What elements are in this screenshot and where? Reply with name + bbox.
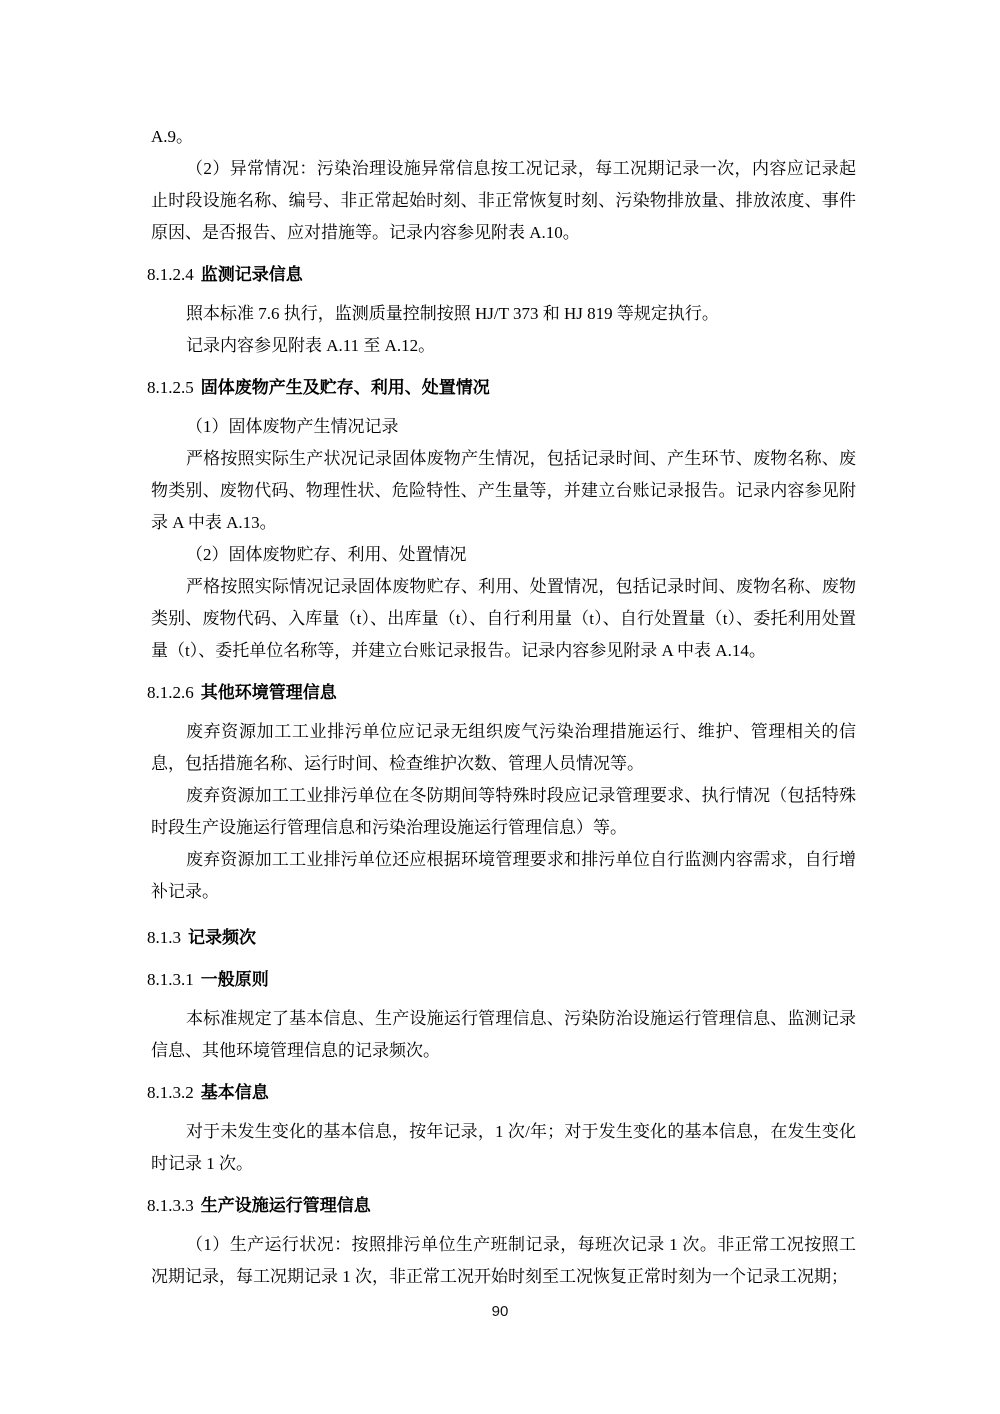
paragraph-abnormal-condition: （2）异常情况：污染治理设施异常信息按工况记录，每工况期记录一次，内容应记录起止时段设施名称、编号、非正常起始时刻、非正常恢复时刻、污染物排放量、排放浓度、事件原因、是否报告、应对措施等。记录内容参见附表 A.10。 [151,159,856,242]
paragraph-other-env-info-1: 废弃资源加工工业排污单位应记录无组织废气污染治理措施运行、维护、管理相关的信息，包括措施名称、运行时间、检查维护次数、管理人员情况等。 [151,722,856,773]
paragraph-solid-waste-production: 严格按照实际生产状况记录固体废物产生情况，包括记录时间、产生环节、废物名称、废物类别、废物代码、物理性状、危险特性、产生量等，并建立台账记录报告。记录内容参见附录 A 中表 A.13。 [151,449,856,532]
heading-title: 一般原则 [200,970,269,989]
heading-number: 8.1.3 [147,928,181,947]
paragraph-general-principle: 本标准规定了基本信息、生产设施运行管理信息、污染防治设施运行管理信息、监测记录信息、其他环境管理信息的记录频次。 [151,1009,856,1060]
paragraph-solid-waste-item2: （2）固体废物贮存、利用、处置情况 [186,545,467,564]
heading-title: 基本信息 [200,1083,269,1102]
heading-number: 8.1.2.4 [147,265,194,284]
heading-number: 8.1.2.6 [147,683,194,702]
paragraph-basic-info-frequency: 对于未发生变化的基本信息，按年记录，1 次/年；对于发生变化的基本信息，在发生变化时记录 1 次。 [151,1122,856,1173]
paragraph-other-env-info-2: 废弃资源加工工业排污单位在冬防期间等特殊时段应记录管理要求、执行情况（包括特殊时段生产设施运行管理信息和污染治理设施运行管理信息）等。 [151,786,856,837]
heading-title: 监测记录信息 [200,265,303,284]
heading-title: 固体废物产生及贮存、利用、处置情况 [200,378,490,397]
document-content [147,121,856,1293]
heading-title: 生产设施运行管理信息 [200,1196,371,1215]
heading-8-1-3-2 [147,1076,856,1109]
heading-8-1-3-3 [147,1189,856,1222]
heading-number: 8.1.3.2 [147,1083,194,1102]
paragraph-other-env-info-3: 废弃资源加工工业排污单位还应根据环境管理要求和排污单位自行监测内容需求，自行增补记录。 [151,850,856,901]
paragraph-solid-waste-storage: 严格按照实际情况记录固体废物贮存、利用、处置情况，包括记录时间、废物名称、废物类别、废物代码、入库量（t）、出库量（t）、自行利用量（t）、自行处置量（t）、委托利用处置量（t）、委托单位名称等，并建立台账记录报告。记录内容参见附录 A 中表 A.14。 [151,577,856,660]
page-number: 90 [491,1303,509,1320]
heading-8-1-3 [147,921,856,954]
paragraph-a9: A.9。 [151,127,194,146]
heading-number: 8.1.2.5 [147,378,194,397]
heading-8-1-2-4 [147,258,856,291]
heading-8-1-2-5 [147,371,856,404]
paragraph-monitoring-standard: 照本标准 7.6 执行，监测质量控制按照 HJ/T 373 和 HJ 819 等规定执行。 [186,304,719,323]
heading-8-1-2-6 [147,676,856,709]
heading-8-1-3-1 [147,963,856,996]
paragraph-production-operation-status: （1）生产运行状况：按照排污单位生产班制记录，每班次记录 1 次。非正常工况按照工况期记录，每工况期记录 1 次，非正常工况开始时刻至工况恢复正常时刻为一个记录工况期； [151,1235,856,1286]
heading-number: 8.1.3.1 [147,970,194,989]
paragraph-solid-waste-item1: （1）固体废物产生情况记录 [186,417,399,436]
heading-number: 8.1.3.3 [147,1196,194,1215]
heading-title: 记录频次 [188,928,256,947]
paragraph-monitoring-tables: 记录内容参见附表 A.11 至 A.12。 [186,336,436,355]
heading-title: 其他环境管理信息 [200,683,337,702]
